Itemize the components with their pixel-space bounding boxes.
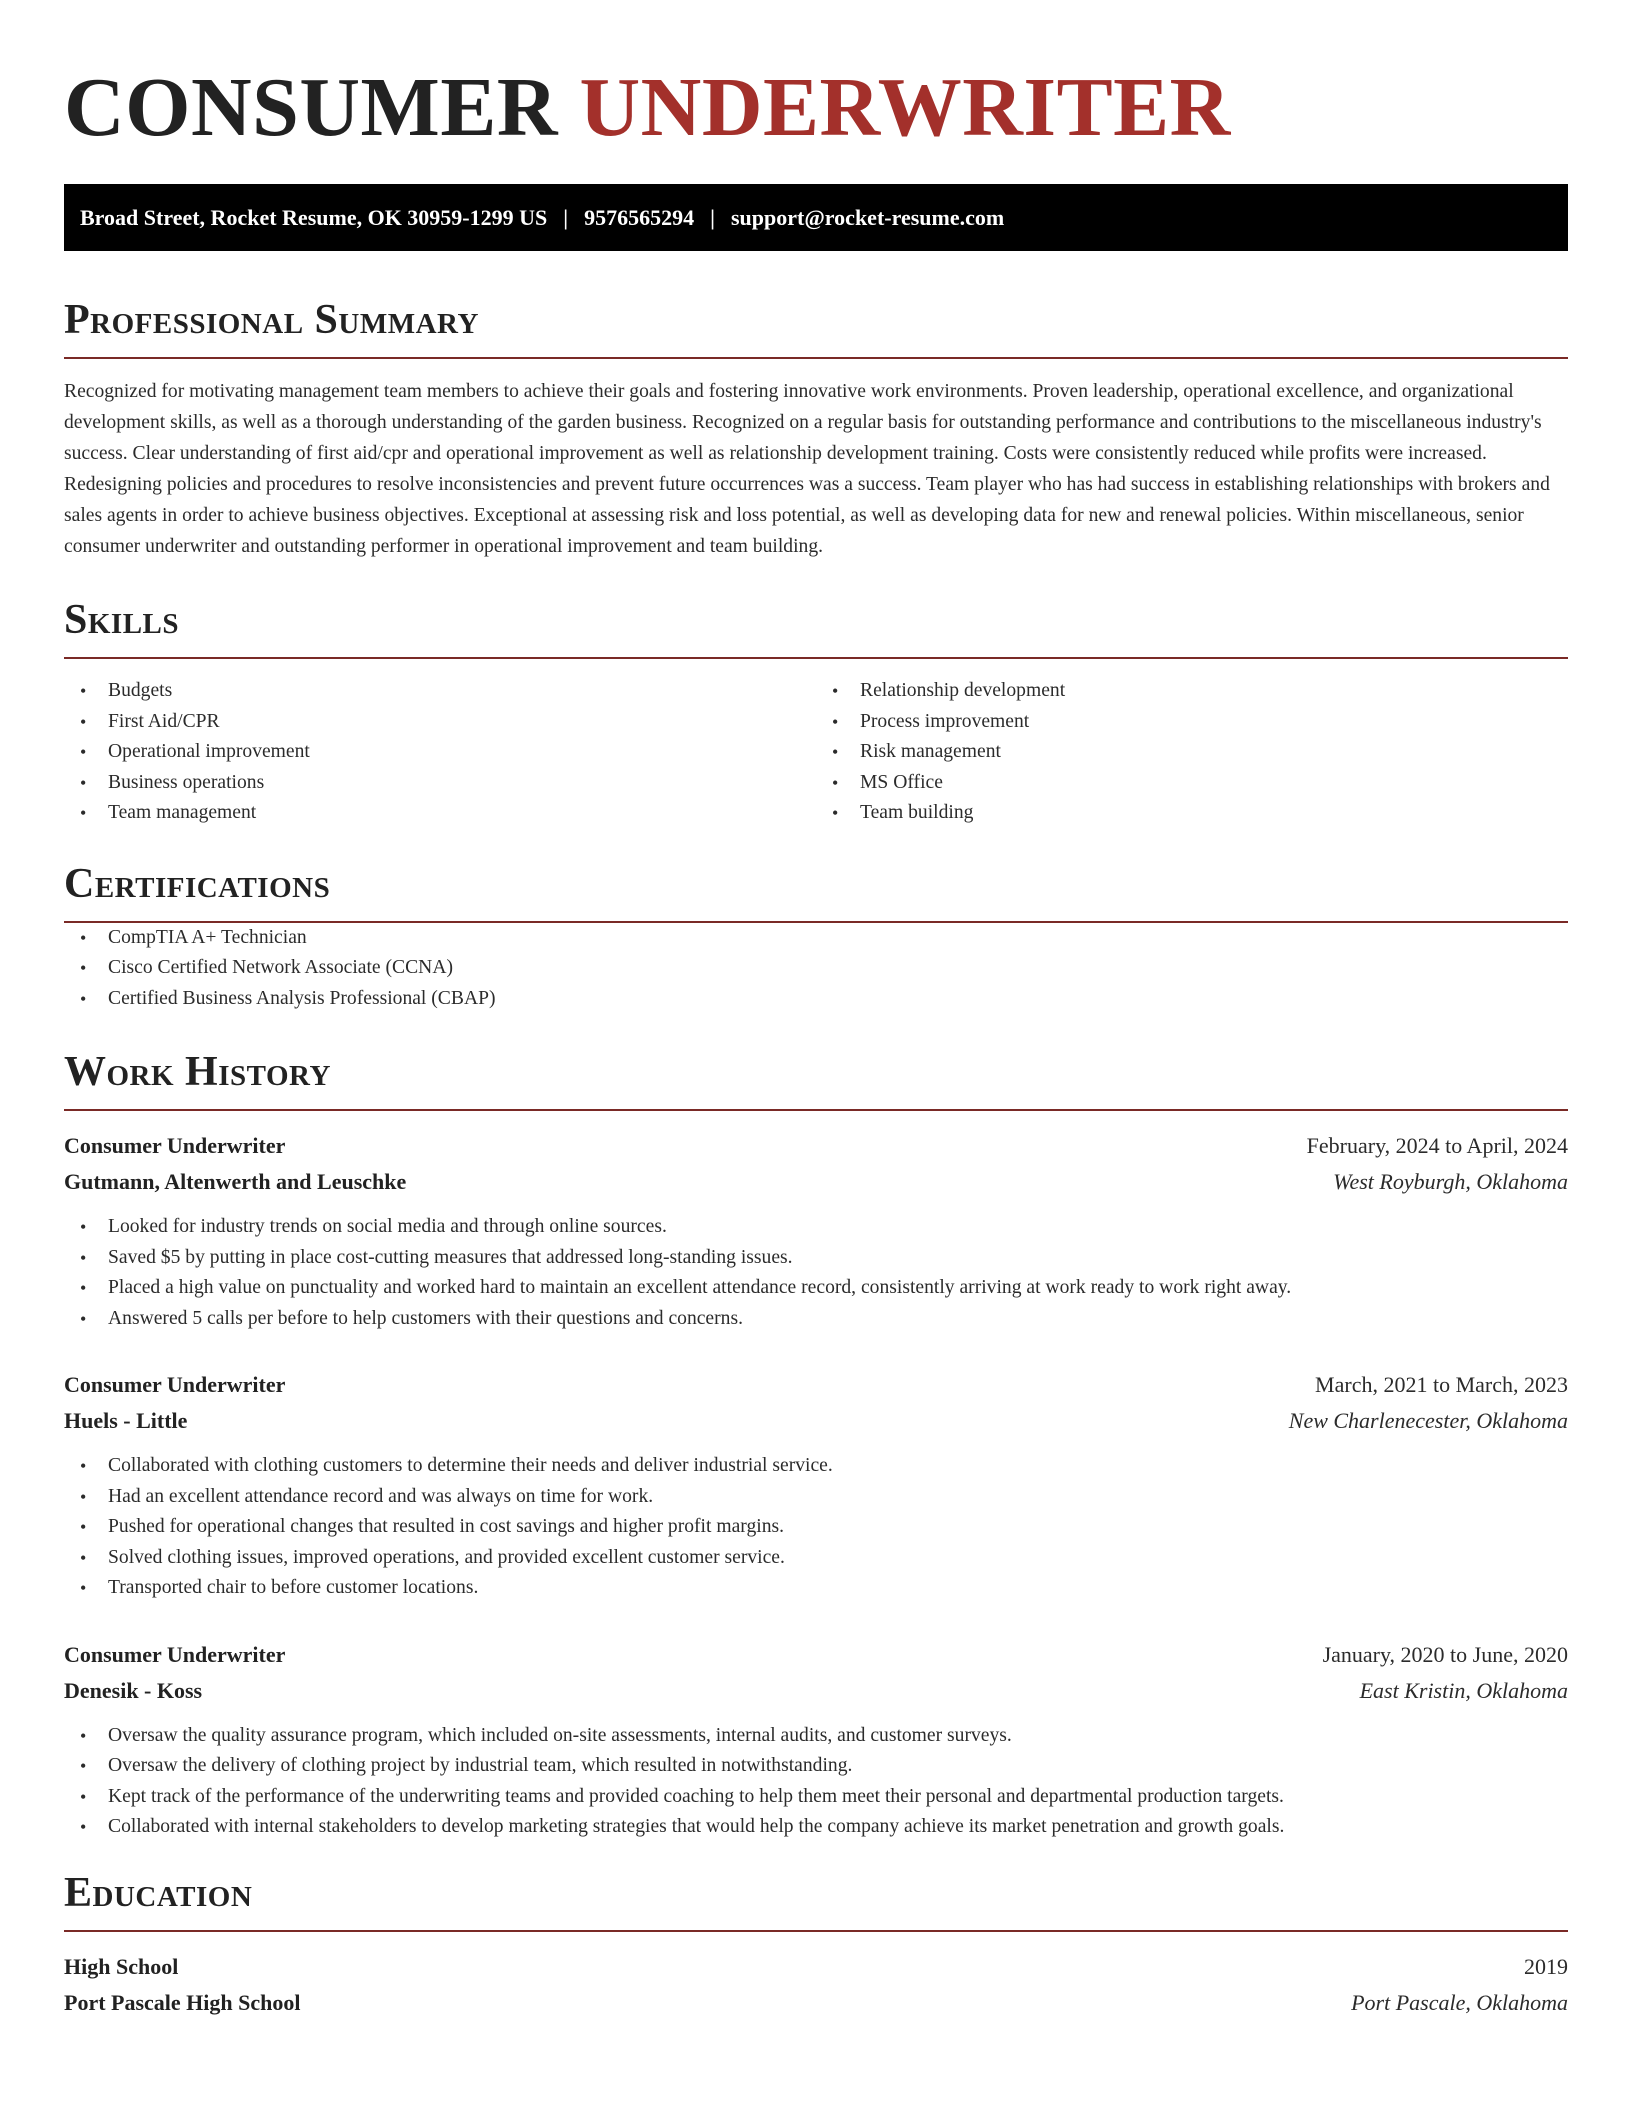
contact-address: Broad Street, Rocket Resume, OK 30959-1299 US — [80, 204, 548, 230]
certifications-section — [64, 860, 1568, 1015]
job-duty-item: • Had an excellent attendance record and was always on time for work. — [64, 1482, 1568, 1513]
skills-list-right — [816, 676, 1568, 829]
job-duty-item: • Collaborated with clothing customers to determine their needs and deliver industrial service. — [64, 1451, 1568, 1482]
job-duty-item: • Placed a high value on punctuality and worked hard to maintain an excellent attendance record, consistently arriving at work ready to work right away. — [64, 1273, 1568, 1304]
job-company: Denesik - Koss — [64, 1677, 203, 1703]
section-divider — [64, 1109, 1568, 1111]
job-duty-item: • Answered 5 calls per before to help customers with their questions and concerns. — [64, 1304, 1568, 1335]
contact-bar — [64, 184, 1568, 251]
job-entry — [64, 1367, 1568, 1604]
job-duties-list — [64, 1451, 1568, 1604]
summary-section — [64, 299, 1568, 562]
certifications-list — [64, 923, 1568, 1015]
section-title-education: Education — [64, 1869, 253, 1916]
skill-item: • Operational improvement — [64, 737, 816, 768]
section-title-work-history: Work History — [64, 1049, 331, 1095]
job-duty-item: • Pushed for operational changes that resulted in cost savings and higher profit margins. — [64, 1512, 1568, 1543]
name-last: UNDERWRITER — [579, 61, 1231, 154]
skill-item: • Team building — [816, 798, 1568, 829]
section-divider — [64, 1930, 1568, 1932]
education-school: Port Pascale High School — [64, 1989, 301, 2015]
skills-section — [64, 599, 1568, 829]
education-school-row — [64, 1985, 1568, 2021]
job-duty-item: • Solved clothing issues, improved operations, and provided excellent customer service. — [64, 1543, 1568, 1574]
job-duty-item: • Oversaw the delivery of clothing project by industrial team, which resulted in notwithstanding. — [64, 1751, 1568, 1782]
skill-item: • Relationship development — [816, 676, 1568, 707]
job-title: Consumer Underwriter — [64, 1641, 286, 1667]
job-company-row — [64, 1164, 1568, 1200]
job-duties-list — [64, 1721, 1568, 1843]
section-title-certifications: Certifications — [64, 860, 331, 907]
job-duty-item: • Saved $5 by putting in place cost-cutting measures that addressed long-standing issues. — [64, 1243, 1568, 1274]
skill-item: • Budgets — [64, 676, 816, 707]
skills-columns — [64, 676, 1568, 829]
summary-text: Recognized for motivating management team members to achieve their goals and fostering innovative work environments. Proven leadership, operational excellence, and organizational development skills, as well as a thorough understanding of the garden business. Recognized on a regular basis for outstanding performance and contributions to the miscellaneous industry's success. Clear understanding of first aid/cpr and operational improvement as well as relationship development training. Costs were consistently reduced while profits were increased. Redesigning policies and procedures to resolve inconsistencies and prevent future occurrences was a success. Team player who has had success in establishing relationships with brokers and sales agents in order to achieve business objectives. Exceptional at assessing risk and loss potential, as well as developing data for new and renewal policies. Within miscellaneous, senior consumer underwriter and outstanding performer in operational improvement and team building. — [64, 381, 1550, 557]
education-section — [64, 1869, 1568, 2021]
education-entry — [64, 1949, 1568, 2021]
certification-item: • Certified Business Analysis Professional (CBAP) — [64, 984, 1568, 1015]
certification-item: • Cisco Certified Network Associate (CCNA) — [64, 953, 1568, 984]
job-entry — [64, 1128, 1568, 1334]
job-company: Huels - Little — [64, 1408, 188, 1433]
work-history-section — [64, 1051, 1568, 1843]
job-dates: March, 2021 to March, 2023 — [1315, 1372, 1568, 1397]
job-dates: January, 2020 to June, 2020 — [1322, 1641, 1568, 1667]
job-location: East Kristin, Oklahoma — [1359, 1677, 1568, 1703]
contact-email: support@rocket-resume.com — [730, 204, 1005, 230]
job-header-row — [64, 1128, 1568, 1164]
skill-item: • Team management — [64, 798, 816, 829]
job-dates: February, 2024 to April, 2024 — [1306, 1133, 1568, 1158]
job-duties-list — [64, 1212, 1568, 1334]
job-company-row — [64, 1673, 1568, 1709]
certification-item: • CompTIA A+ Technician — [64, 923, 1568, 954]
section-divider — [64, 657, 1568, 659]
job-duty-item: • Transported chair to before customer locations. — [64, 1573, 1568, 1604]
job-entry — [64, 1637, 1568, 1843]
job-location: New Charlenecester, Oklahoma — [1288, 1408, 1568, 1433]
education-location: Port Pascale, Oklahoma — [1351, 1989, 1568, 2015]
job-header-row — [64, 1367, 1568, 1403]
education-degree-row — [64, 1949, 1568, 1985]
skill-item: • MS Office — [816, 768, 1568, 799]
job-company: Gutmann, Altenwerth and Leuschke — [64, 1169, 407, 1194]
job-title: Consumer Underwriter — [64, 1133, 286, 1158]
job-duty-item: • Kept track of the performance of the underwriting teams and provided coaching to help them meet their personal and departmental production targets. — [64, 1782, 1568, 1813]
job-title: Consumer Underwriter — [64, 1372, 286, 1397]
section-title-summary: Professional Summary — [64, 297, 479, 343]
job-duty-item: • Oversaw the quality assurance program, which included on-site assessments, internal audits, and customer surveys. — [64, 1721, 1568, 1752]
skill-item: • Risk management — [816, 737, 1568, 768]
name-first: CONSUMER — [64, 61, 559, 154]
skill-item: • Process improvement — [816, 707, 1568, 738]
section-divider — [64, 357, 1568, 359]
section-title-skills: Skills — [64, 597, 180, 643]
job-duty-item: • Collaborated with internal stakeholders to develop marketing strategies that would help the company achieve its market penetration and growth goals. — [64, 1812, 1568, 1843]
skill-item: • First Aid/CPR — [64, 707, 816, 738]
job-company-row — [64, 1403, 1568, 1439]
contact-separator: | — [710, 204, 715, 230]
job-duty-item: • Looked for industry trends on social media and through online sources. — [64, 1212, 1568, 1243]
education-year: 2019 — [1524, 1953, 1568, 1979]
skill-item: • Business operations — [64, 768, 816, 799]
resume-name — [64, 60, 1568, 154]
contact-phone: 9576565294 — [584, 204, 695, 230]
education-degree: High School — [64, 1953, 179, 1979]
job-location: West Royburgh, Oklahoma — [1333, 1169, 1568, 1194]
job-header-row — [64, 1637, 1568, 1673]
contact-separator: | — [563, 204, 569, 230]
skills-list-left — [64, 676, 816, 829]
